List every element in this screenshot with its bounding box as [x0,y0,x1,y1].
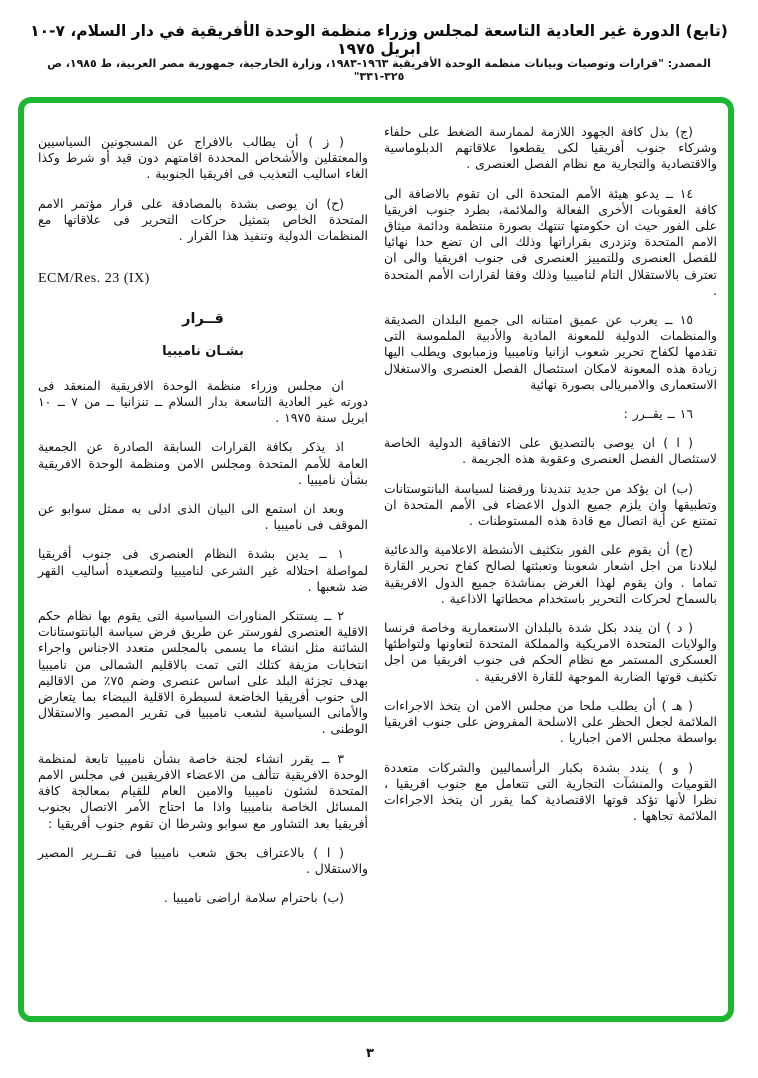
source-citation: المصدر: "قرارات وتوصيات وبيانات منظمة الوحدة الأفريقية ١٩٦٣-١٩٨٣، وزارة الخارجية، جمهورية مصر العربية، ط ١٩٨٥، ص ٣٢٥-٣٣١" [47,57,711,83]
resolution-code: ECM/Res. 23 (IX) [38,271,150,287]
paragraph: ١٥ ــ يعرب عن عميق امتنانه الى جميع البلدان الصديقة والمنظمات الدولية للمعونة المادية والأدبية الملموسة التى تقدمها لكفاح تحرير شعوب ازانيا وناميبيا وزمبابوى ويطلب اليها زيادة هذه المعونة لامكان استئصال الفصل العنصرى والاستغلال الاستعمارى والامبريالى بصورة نهائية [384,312,717,392]
paragraph: ان مجلس وزراء منظمة الوحدة الافريقية المنعقد فى دورته غير العادية التاسعة بدار السلام ــ تنزانيا ــ من ٧ ــ ١٠ ابريل سنة ١٩٧٥ . [38,377,368,426]
paragraph: ٢ ــ يستنكر المناورات السياسية التى يقوم بها نظام حكم الاقلية العنصرى لفورستر عن طريق فرض سياسة البانتوستانات الشائنة مثل انشاء ما يسمى بالمجلس متعدد الاجناس واجراء انتخابات مزيفة كتلك التى تمت بالاقليم الشمالى من ناميبيا بهدف تجزئة البلد على اساس عنصرى وضم ٧٥٪ من الاقاليم الى جنوب أفريقيا الخاضعة لسيطرة الاقلية البيضاء بما يتعارض والأمانى السياسية لشعب ناميبيا فى تقرير المصير والاستقلال الوطنى . [38,608,368,737]
page-number: ٣ [366,1046,374,1061]
paragraph: (ب) ان يؤكد من جديد تنديدنا ورفضنا لسياسة البانتوستانات وتطبيقها وان يلزم جميع الدول الاعضاء فى الأمم المتحدة ان تمتنع عن أية اتصال مع قادة هذه المستوطنات . [384,480,717,529]
paragraph: (ج) بذل كافة الجهود اللازمة لممارسة الضغط على حلفاء وشركاء جنوب أفريقيا لكى يقطعوا علاقاتهم الدبلوماسية والاقتصادية والتجارية مع نظام الفصل العنصرى . [384,124,717,172]
page-title: (تابع) الدورة غير العادية التاسعة لمجلس وزراء منظمة الوحدة الأفريقية في دار السلام، ٧-١٠ ابريل ١٩٧٥ [30,22,728,58]
paragraph: اذ يذكر بكافة القرارات السابقة الصادرة عن الجمعية العامة للأمم المتحدة ومجلس الامن ومنظمة الوحدة الافريقية بشأن ناميبيا . [38,439,368,487]
paragraph: ١ ــ يدين بشدة النظام العنصرى فى جنوب أفريقيا لمواصلة احتلاله غير الشرعى لناميبيا ولتصعيده أساليب القهر ضد شعبها . [38,546,368,594]
body-paragraphs [38,378,368,877]
paragraph: ٣ ــ يقرر انشاء لجنة خاصة بشأن ناميبيا تابعة لمنظمة الوحدة الافريقية تتألف من الاعضاء الافريقيين فى مجلس الامم المتحدة لشئون ناميبيا والامين العام للقيام بمعالجة كافة المسائل الخاصة بناميبيا واذا ما احتاج الأمر الاتصال بجنوب أفريقيا بعد التشاور مع سوابو وشرطا ان تقوم جنوب أفريقيا : [38,750,368,831]
column-left [38,134,368,919]
paragraph: (ح) ان يوصى بشدة بالمصادقة على قرار مؤتمر الامم المتحدة الخاص بتمثيل حركات التحرير فى علاقاتها مع المنظمات الدولية وتنفيذ هذا القرار . [38,195,368,244]
paragraph: ( هـ ) أن يطلب ملحا من مجلس الامن ان يتخذ الاجراءات الملائمة لجعل الحظر على الاسلحة المفروض على جنوب افريقيا بواسطة مجلس الامن اجباريا . [384,697,717,746]
paragraph: ١٤ ــ يدعو هيئة الأمم المتحدة الى ان تقوم بالاضافة الى كافة العقوبات الأخرى الفعالة والملائمة، بطرد جنوب افريقيا على الفور حيث ان حكومتها تنتهك بصورة منتظمة ودائمة ميثاق الامم المتحدة وتزدرى بقراراتها وذلك الى ان تضع حدا نهائيا للفصل العنصرى وللتمييز العنصرى فى جنوب افريقيا والى ان تعترف بالاستقلال التام لناميبيا وذلك وفقا لقرارات الأمم المتحدة . [384,185,717,298]
paragraph: (ج) أن يقوم على الفور بتكثيف الأنشطة الاعلامية والدعائية لبلادنا من اجل اشعار شعوبنا وتعبئتها لصالح كفاح تحرير القارة تماما . وان يقوم لهذا الغرض بمناشدة جميع الدول الافريقية بالسماح لحركات التحرير باستخدام محطاتها الاذاعية . [384,542,717,606]
paragraph: ( د ) ان يندد بكل شدة بالبلدان الاستعمارية وخاصة فرنسا والولايات المتحدة الامريكية والمملكة المتحدة لتعاونها ولتواطئها العسكرى المستمر مع نظام الحكم فى جنوب افريقيا من اجل تكثيف قوتها الضاربة الموجهة للقارة الافريقية . [384,620,717,684]
paragraph: ( ا ) ان يوصى بالتصديق على الاتفاقية الدولية الخاصة لاستئصال الفصل العنصرى وعقوبة هذه الجريمة . [384,435,717,467]
paragraph: ( و ) يندد بشدة بكبار الرأسماليين والشركات متعددة القوميات والمنشآت التجارية التى تتعامل مع جنوب افريقيا ، نظرا لأنها تؤكد قوتها الاقتصادية كما يقرر ان يتخذ الاجراءات الملائمة تجاهها . [384,759,717,824]
paragraph: ١٦ ــ يقــرر : [623,406,693,422]
subitem-b: (ب) باحترام سلامة اراضى ناميبيا . [163,890,344,906]
paragraph: وبعد ان استمع الى البيان الذى ادلى به ممثل سوابو عن الموقف فى ناميبيا . [38,501,368,533]
resolution-title: قــرار [182,311,224,328]
paragraph: ( ا ) بالاعتراف بحق شعب ناميبيا فى تقــرير المصير والاستقلال . [38,844,368,876]
intro-paragraphs [38,134,368,244]
paragraph: ( ز ) أن يطالب بالافراج عن المسجونين السياسيين والمعتقلين والأشخاص المحددة اقامتهم دون قيد أو شرط وكذا الغاء اساليب التعذيب فى افريقيا الجنوبية . [38,134,368,182]
column-right [384,124,717,837]
resolution-subtitle: بشـان ناميبيا [162,343,244,359]
